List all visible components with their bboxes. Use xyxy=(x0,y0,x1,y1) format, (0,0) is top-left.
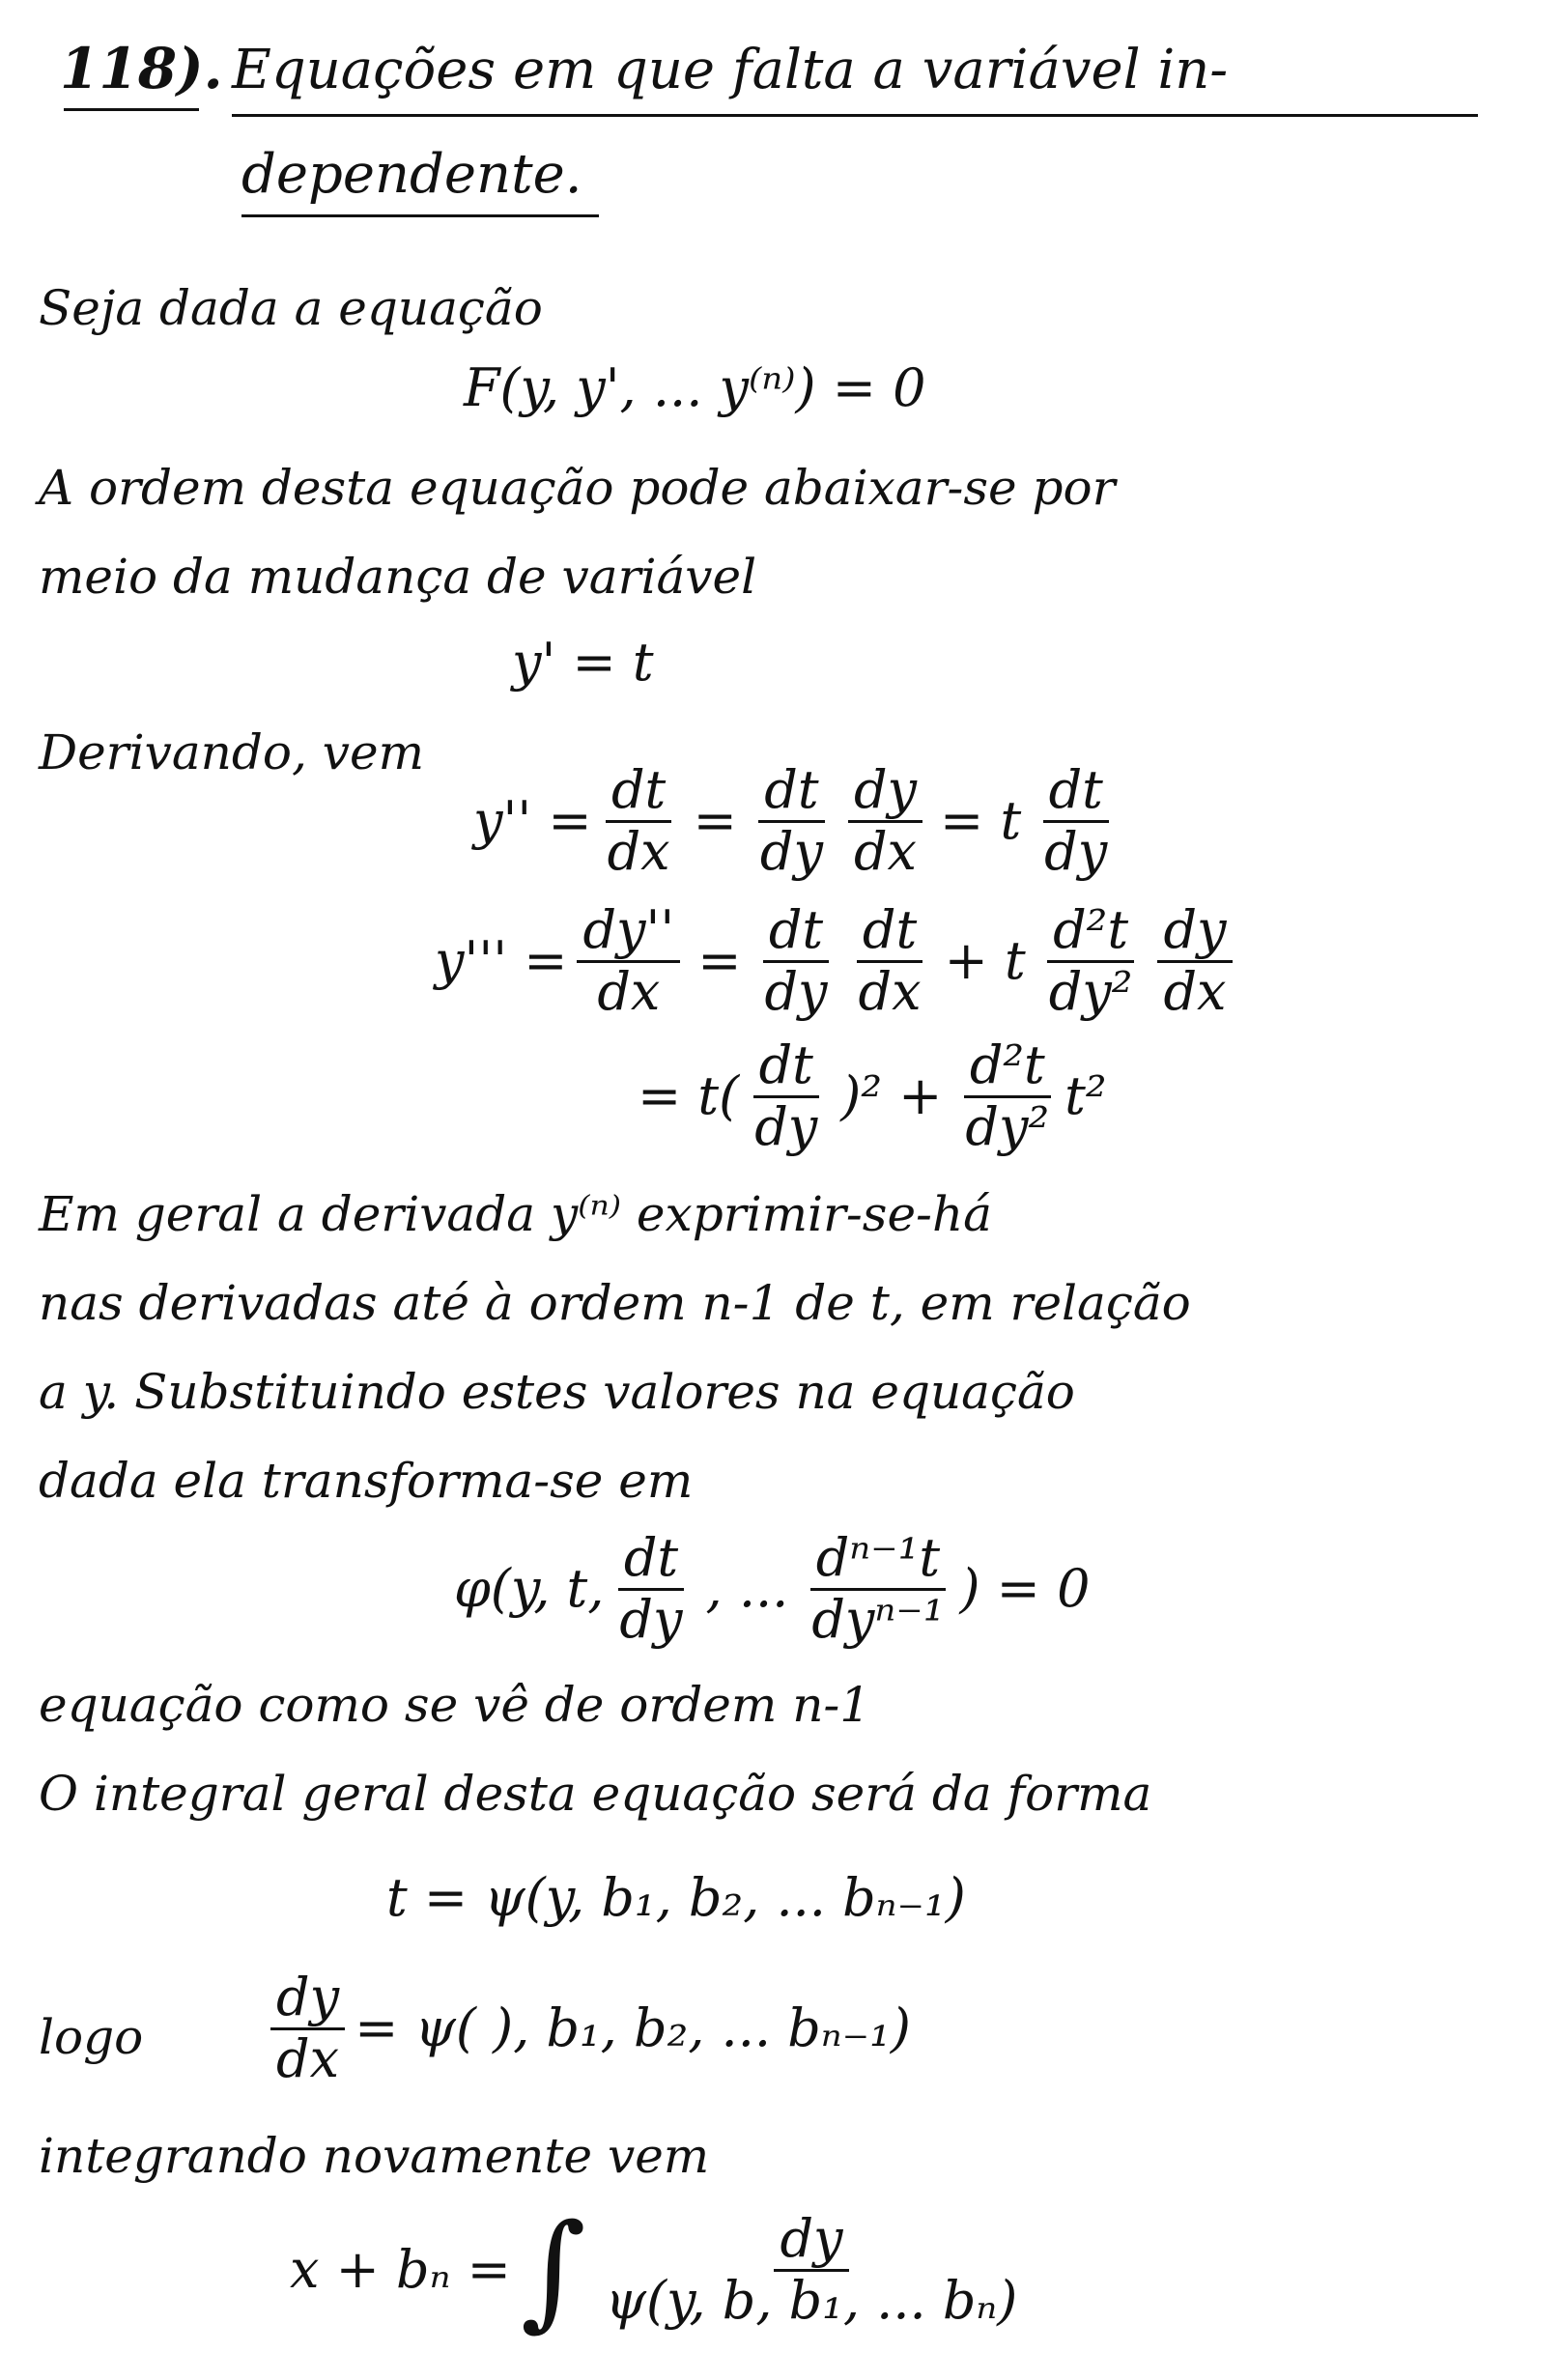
paragraph-10: O integral geral desta equação será da forma xyxy=(39,1766,1152,1822)
eq6-rhs: ) = 0 xyxy=(959,1558,1091,1620)
eq6-frac-1 xyxy=(613,1527,688,1650)
equation-transformed xyxy=(454,1527,1091,1650)
equation-third-derivative-result xyxy=(638,1034,1107,1157)
eq4-plus-t: + t xyxy=(944,930,1026,992)
eq9-frac-1-den: ψ(y, b, b₁, ... bₙ) xyxy=(605,2269,1018,2331)
eq6-dots: , ... xyxy=(705,1558,789,1620)
eq4-frac-1 xyxy=(577,899,680,1022)
eq8-rhs: = ψ( ), b₁, b₂, ... bₙ₋₁) xyxy=(355,1998,911,2059)
eq3-frac-4 xyxy=(1038,759,1113,882)
eq6-frac-1-num: dt xyxy=(618,1531,684,1591)
paragraph-1: Seja dada a equação xyxy=(39,280,543,336)
paragraph-2: A ordem desta equação pode abaixar-se por xyxy=(39,460,1116,516)
eq9-frac-1 xyxy=(600,2207,1024,2331)
eq5-tail: t² xyxy=(1064,1065,1107,1127)
section-title-line2: dependente. xyxy=(241,143,582,206)
eq3-frac-3-num: dy xyxy=(848,763,922,823)
eq3-equals-t: = t xyxy=(940,790,1022,852)
eq6-frac-2 xyxy=(806,1527,950,1650)
eq6-lhs: φ(y, t, xyxy=(454,1558,605,1620)
eq8-frac-1-den: dx xyxy=(276,2027,340,2089)
eq3-frac-4-num: dt xyxy=(1043,763,1109,823)
eq5-frac-1-num: dt xyxy=(753,1038,819,1098)
title-underline-2 xyxy=(241,214,599,217)
eq4-frac-5 xyxy=(1157,899,1232,1022)
eq4-equals: = xyxy=(697,930,742,992)
eq3-frac-3-den: dx xyxy=(853,820,918,882)
paragraph-9: equação como se vê de ordem n-1 xyxy=(39,1677,871,1733)
eq5-frac-1-den: dy xyxy=(754,1095,818,1157)
title-underline-1 xyxy=(232,114,1478,117)
eq8-frac-1 xyxy=(270,1967,345,2089)
eq4-frac-4-den: dy² xyxy=(1048,960,1133,1022)
eq4-frac-2 xyxy=(758,899,833,1022)
paragraph-3: meio da mudança de variável xyxy=(39,549,757,605)
eq4-frac-2-num: dt xyxy=(763,903,829,963)
eq9-lhs: x + bₙ = xyxy=(290,2239,511,2301)
eq4-frac-2-den: dy xyxy=(764,960,828,1022)
paragraph-4: Derivando, vem xyxy=(39,724,424,780)
equation-general-integral: t = ψ(y, b₁, b₂, ... bₙ₋₁) xyxy=(386,1867,966,1928)
eq3-frac-4-den: dy xyxy=(1044,820,1108,882)
section-title-line1: Equações em que falta a variável in- xyxy=(232,39,1229,101)
paragraph-11: logo xyxy=(39,2009,144,2065)
eq3-lhs: y'' = xyxy=(473,790,592,852)
eq5-frac-2 xyxy=(959,1034,1055,1157)
eq4-frac-5-den: dx xyxy=(1163,960,1227,1022)
eq6-frac-1-den: dy xyxy=(619,1588,683,1650)
integral-sign: ∫ xyxy=(520,2196,586,2343)
equation-F: F(y, y', ... y⁽ⁿ⁾) = 0 xyxy=(464,357,926,418)
eq3-frac-1-num: dt xyxy=(606,763,671,823)
eq3-frac-2 xyxy=(754,759,829,882)
eq6-frac-2-den: dyⁿ⁻¹ xyxy=(811,1588,945,1650)
eq8-frac-1-num: dy xyxy=(270,1970,345,2030)
equation-second-derivative xyxy=(473,759,1122,882)
equation-third-derivative xyxy=(435,899,1242,1022)
eq3-equals: = xyxy=(693,790,737,852)
paragraph-6: nas derivadas até à ordem n-1 de t, em relação xyxy=(39,1275,1191,1331)
eq3-frac-2-den: dy xyxy=(759,820,823,882)
eq4-frac-3-den: dx xyxy=(858,960,922,1022)
paragraph-5: Em geral a derivada y⁽ⁿ⁾ exprimir-se-há xyxy=(39,1186,992,1242)
eq3-frac-3 xyxy=(848,759,922,882)
eq5-frac-2-num: d²t xyxy=(964,1038,1051,1098)
eq6-frac-2-num: dⁿ⁻¹t xyxy=(810,1531,946,1591)
equation-dy-dx xyxy=(261,1967,911,2089)
eq4-frac-1-den: dx xyxy=(597,960,661,1022)
paragraph-8: dada ela transforma-se em xyxy=(39,1453,694,1509)
paragraph-12: integrando novamente vem xyxy=(39,2128,710,2184)
eq4-frac-4-num: d²t xyxy=(1047,903,1134,963)
eq9-frac-1-num: dy xyxy=(774,2212,848,2272)
eq3-frac-1 xyxy=(602,759,676,882)
eq4-frac-4 xyxy=(1043,899,1139,1022)
eq4-lhs: y''' = xyxy=(435,930,568,992)
section-number-underline xyxy=(64,108,199,111)
eq4-frac-1-num: dy'' xyxy=(577,903,680,963)
eq3-frac-2-num: dt xyxy=(758,763,824,823)
eq4-frac-5-num: dy xyxy=(1157,903,1232,963)
eq5-lhs: = t( xyxy=(638,1065,740,1127)
paragraph-7: a y. Substituindo estes valores na equação xyxy=(39,1364,1075,1420)
equation-substitution: y' = t xyxy=(512,632,654,693)
eq4-frac-3 xyxy=(853,899,927,1022)
eq5-close: )² + xyxy=(840,1065,943,1127)
eq5-frac-2-den: dy² xyxy=(965,1095,1050,1157)
eq5-frac-1 xyxy=(749,1034,823,1157)
section-number: 118). xyxy=(60,36,223,101)
eq4-frac-3-num: dt xyxy=(857,903,922,963)
equation-final-integral xyxy=(290,2196,1033,2343)
eq3-frac-1-den: dx xyxy=(607,820,670,882)
